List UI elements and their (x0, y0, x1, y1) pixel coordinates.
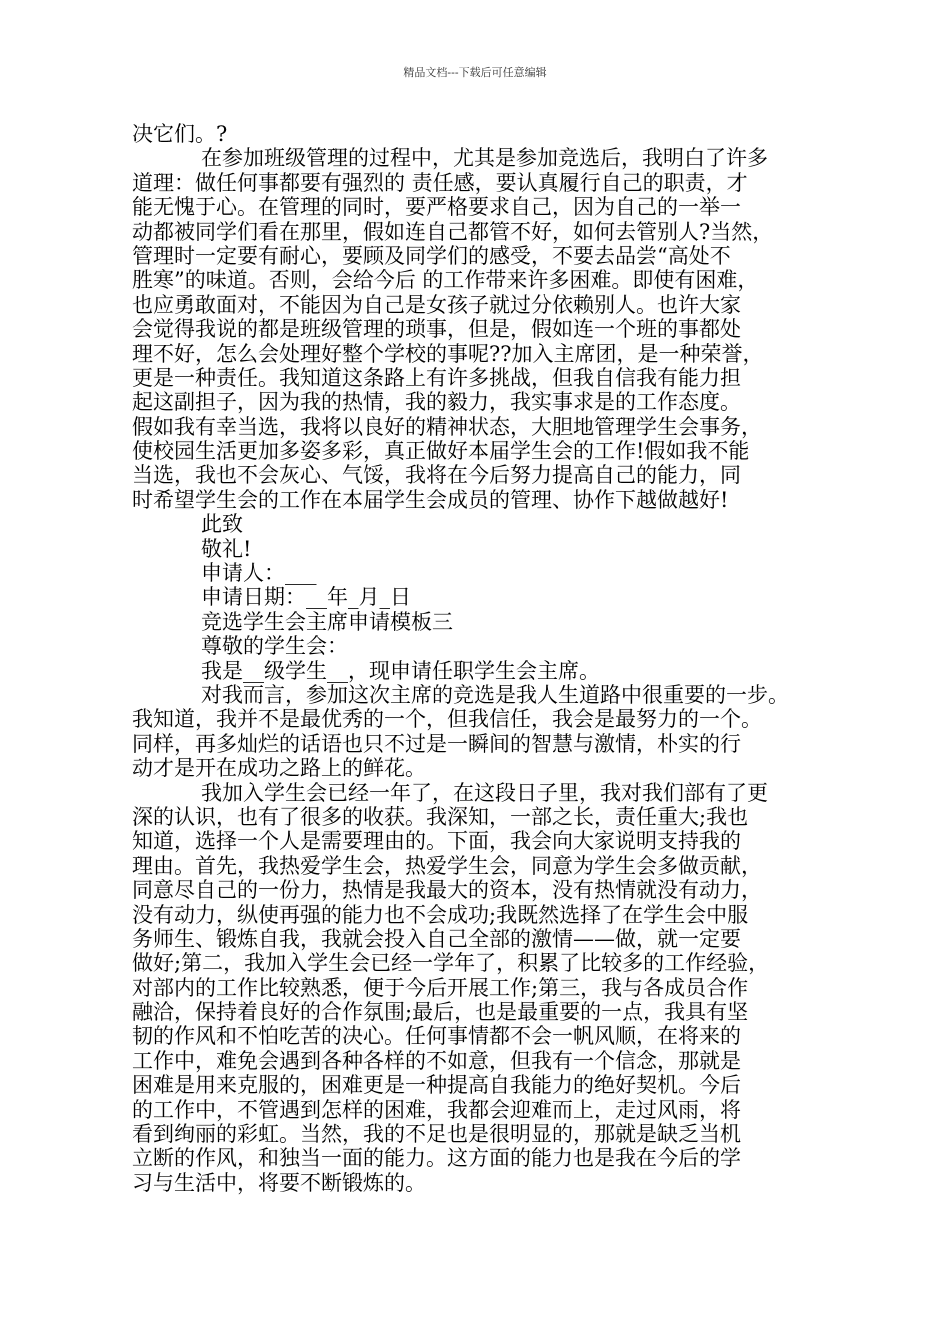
text-line: 同意尽自己的一份力，热情是我最大的资本，没有热情就没有动力， (132, 878, 762, 903)
text-line: 工作中，难免会遇到各种各样的不如意，但我有一个信念，那就是 (132, 1048, 741, 1073)
text-line: 融洽，保持着良好的合作氛围;最后，也是最重要的一点，我具有坚 (132, 1000, 749, 1025)
document-body (132, 122, 822, 1195)
text-line: 我是__级学生__，现申请任职学生会主席。 (201, 658, 600, 683)
text-line: 假如我有幸当选，我将以良好的精神状态，大胆地管理学生会事务， (132, 414, 762, 439)
text-line: 同样，再多灿烂的话语也只不过是一瞬间的智慧与激情，朴实的行 (132, 731, 741, 756)
text-line: 道理：做任何事都要有强烈的 责任感，要认真履行自己的职责，才 (132, 170, 748, 195)
text-line: 更是一种责任。我知道这条路上有许多挑战，但我自信我有能力担 (132, 365, 741, 390)
text-line: 动才是开在成功之路上的鲜花。 (132, 756, 426, 781)
text-line: 申请日期：__年_月_日 (201, 585, 411, 610)
text-line: 起这副担子，因为我的热情，我的毅力，我实事求是的工作态度。 (132, 390, 741, 415)
text-line: 动都被同学们看在那里，假如连自己都管不好，如何去管别人?当然， (132, 219, 774, 244)
text-line: 对我而言，参加这次主席的竞选是我人生道路中很重要的一步。 (201, 682, 789, 707)
text-line: 也应勇敢面对，不能因为自己是女孩子就过分依赖别人。也许大家 (132, 292, 741, 317)
text-line: 能无愧于心。在管理的同时，要严格要求自己，因为自己的一举一 (132, 195, 741, 220)
page-header: 精品文档---下载后可任意编辑 (403, 66, 547, 79)
text-line: 务师生、锻炼自我，我就会投入自己全部的激情——做，就一定要 (132, 926, 741, 951)
text-line: 韧的作风和不怕吃苦的决心。任何事情都不会一帆风顺，在将来的 (132, 1024, 741, 1049)
text-line: 对部内的工作比较熟悉，便于今后开展工作;第三，我与各成员合作 (132, 975, 749, 1000)
text-line: 立断的作风，和独当一面的能力。这方面的能力也是我在今后的学 (132, 1146, 741, 1171)
text-line: 当选，我也不会灰心、气馁，我将在今后努力提高自己的能力，同 (132, 463, 741, 488)
text-line: 做好;第二，我加入学生会已经一学年了，积累了比较多的工作经验， (132, 951, 770, 976)
text-line: 没有动力，纵使再强的能力也不会成功;我既然选择了在学生会中服 (132, 902, 749, 927)
text-line: 会觉得我说的都是班级管理的琐事，但是，假如连一个班的事都处 (132, 317, 741, 342)
text-line: 时希望学生会的工作在本届学生会成员的管理、协作下越做越好! (132, 487, 729, 512)
text-line: 理不好，怎么会处理好整个学校的事呢??加入主席团，是一种荣誉， (132, 341, 764, 366)
text-line: 管理时一定要有耐心，要顾及同学们的感受，不要去品尝“高处不 (132, 243, 731, 268)
text-line: 尊敬的学生会： (201, 634, 348, 659)
text-line: 知道，选择一个人是需要理由的。下面，我会向大家说明支持我的 (132, 829, 741, 854)
text-line: 竞选学生会主席申请模板三 (201, 609, 453, 634)
text-line: 理由。首先，我热爱学生会，热爱学生会，同意为学生会多做贡献， (132, 853, 762, 878)
text-line: 此致 (201, 512, 243, 537)
text-line: 困难是用来克服的，困难更是一种提高自我能力的绝好契机。今后 (132, 1073, 741, 1098)
text-line: 申请人：___ (201, 561, 317, 586)
text-line: 我加入学生会已经一年了，在这段日子里，我对我们部有了更 (201, 780, 768, 805)
text-line: 习与生活中，将要不断锻炼的。 (132, 1170, 426, 1195)
text-line: 决它们。? (132, 122, 228, 146)
text-line: 深的认识，也有了很多的收获。我深知，一部之长，责任重大;我也 (132, 804, 749, 829)
text-line: 我知道，我并不是最优秀的一个，但我信任，我会是最努力的一个。 (132, 707, 762, 732)
text-line: 在参加班级管理的过程中，尤其是参加竞选后，我明白了许多 (201, 146, 768, 171)
text-line: 使校园生活更加多姿多彩，真正做好本届学生会的工作!假如我不能 (132, 439, 750, 464)
text-line: 敬礼! (201, 536, 252, 561)
text-line: 胜寒”的味道。否则，会给今后 的工作带来许多困难。即使有困难， (132, 268, 759, 293)
text-line: 的工作中，不管遇到怎样的困难，我都会迎难而上，走过风雨，将 (132, 1097, 741, 1122)
text-line: 看到绚丽的彩虹。当然，我的不足也是很明显的，那就是缺乏当机 (132, 1122, 741, 1147)
